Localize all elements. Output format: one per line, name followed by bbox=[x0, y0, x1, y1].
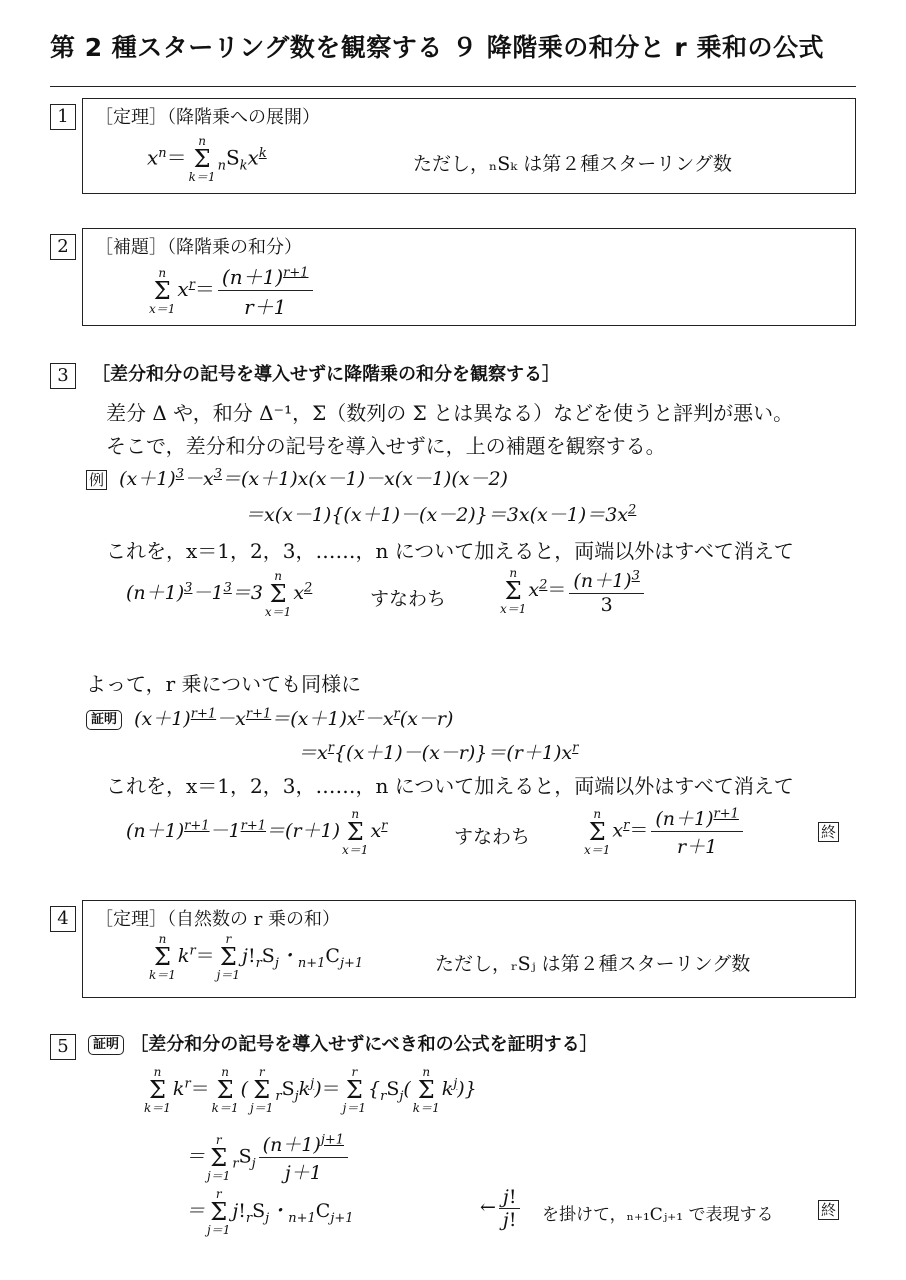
proof-tag-5: 証明 bbox=[88, 1035, 124, 1055]
proof5-line-2: ＝ r Σ j＝1 $_rS_j$ $\frac{(n+1)^{j+1}}{j+1}$ bbox=[186, 1130, 351, 1185]
proof5-line-3: ＝ r Σ j＝1 $j!_rS_j$・$_{n+1}C_{j+1}$ bbox=[186, 1187, 354, 1237]
paragraph-telescope-1: これを，x＝1，2，3，……，n について加えると，両端以外はすべて消えて bbox=[106, 539, 794, 563]
theorem-heading-1: ［定理］（降階乗への展開） bbox=[95, 107, 320, 128]
section-number-3: 3 bbox=[50, 363, 76, 389]
formula-falling-expansion: $x^n=$ n Σ k＝1 $_nS_kx^k$ bbox=[147, 134, 267, 184]
qed-mark-3: 終 bbox=[818, 822, 839, 842]
title-divider bbox=[50, 86, 856, 87]
paragraph-notation: 差分 Δ や，和分 Δ⁻¹，Σ（数列の Σ とは異なる）などを使うと評判が悪い。 bbox=[106, 401, 794, 425]
proof-result-sum: n Σ x＝1 $x^r=$ $\frac{(n+1)^{r+1}}{r+1}$ bbox=[582, 804, 746, 859]
example-result-sum: n Σ x＝1 $x^2=$ $\frac{(n+1)^3}{3}$ bbox=[498, 566, 647, 616]
sunawachi-2: すなわち bbox=[454, 826, 531, 848]
section-heading-3: ［差分和分の記号を導入せずに降階乗の和分を観察する］ bbox=[92, 364, 560, 385]
page-title: 第 2 種スターリング数を観察する ９ 降階乗の和分と r 乗和の公式 bbox=[50, 33, 824, 62]
section-number-5: 5 bbox=[50, 1034, 76, 1060]
example-line-1: 例 $(x+1)^3-x^3=(x+1)x(x-1)-x(x-1)(x-2)$ bbox=[86, 464, 508, 491]
proof-line-1: 証明 $(x+1)^{r+1}-x^{r+1}=(x+1)x^r-x^r(x-r)$ bbox=[86, 704, 453, 731]
paragraph-observe: そこで，差分和分の記号を導入せずに，上の補題を観察する。 bbox=[106, 434, 666, 458]
theorem-heading-4: ［定理］（自然数の r 乗の和） bbox=[95, 909, 341, 930]
proof5-line-1: n Σ k＝1 $k^r=$ n Σ k＝1 ( r Σ j＝1 $_rS_jk^j)=$ r Σ j＝1 {$_rS_j$( n Σ k＝1 $k^j$)} bbox=[144, 1065, 477, 1115]
example-result: $(n+1)^3-1^3=3$ n Σ x＝1 $x^2$ bbox=[126, 569, 313, 619]
proof5-note: を掛けて，ₙ₊₁Cⱼ₊₁ で表現する bbox=[542, 1205, 774, 1225]
theorem-box-1 bbox=[82, 98, 856, 194]
paragraph-r-power: よって，r 乗についても同様に bbox=[86, 672, 362, 696]
theorem-box-4 bbox=[82, 900, 856, 998]
section-number-4: 4 bbox=[50, 906, 76, 932]
example-tag: 例 bbox=[86, 470, 107, 490]
formula-falling-sum: n Σ x＝1 $x^r=$ $\frac{(n+1)^{r+1}}{r+1}$ bbox=[147, 261, 316, 320]
section-heading-5 bbox=[88, 1030, 598, 1056]
qed-mark-5: 終 bbox=[818, 1200, 839, 1220]
example-line-2: $=x(x-1)\{(x+1)-(x-2)\}=3x(x-1)=3x^2$ bbox=[245, 502, 637, 526]
proof-tag: 証明 bbox=[86, 710, 122, 730]
sunawachi-1: すなわち bbox=[370, 588, 447, 610]
proof-line-2: $=x^r\{(x+1)-(x-r)\}=(r+1)x^r$ bbox=[298, 740, 579, 764]
section-number-1: 1 bbox=[50, 104, 76, 130]
proof-result: $(n+1)^{r+1}-1^{r+1}=(r+1)$ n Σ x＝1 $x^r$ bbox=[126, 807, 388, 857]
theorem-note-4: ただし，ᵣSⱼ は第２種スターリング数 bbox=[435, 953, 751, 975]
paragraph-telescope-2: これを，x＝1，2，3，……，n について加えると，両端以外はすべて消えて bbox=[106, 774, 794, 798]
lemma-heading-2: ［補題］（降階乗の和分） bbox=[95, 237, 302, 258]
section-number-2: 2 bbox=[50, 234, 76, 260]
section-heading-5-text: ［差分和分の記号を導入せずにべき和の公式を証明する］ bbox=[130, 1034, 598, 1055]
theorem-note-1: ただし，ₙSₖ は第２種スターリング数 bbox=[413, 153, 732, 175]
proof5-arrow-frac: ← $\frac{j!}{j!}$ bbox=[480, 1186, 523, 1231]
lemma-box-2 bbox=[82, 228, 856, 326]
formula-power-sum: n Σ k＝1 $k^r=$ r Σ j＝1 $j!_rS_j$・$_{n+1}C_{j+1}$ bbox=[149, 932, 364, 982]
